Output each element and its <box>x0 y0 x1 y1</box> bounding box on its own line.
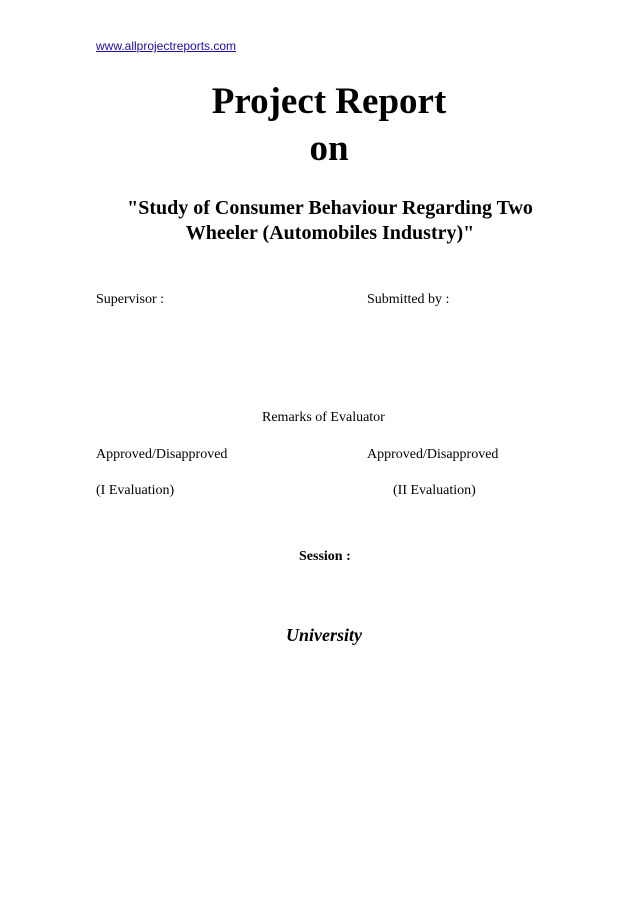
supervisor-label: Supervisor : <box>96 292 165 307</box>
approval-status-first: Approved/Disapproved <box>96 447 228 462</box>
second-evaluation-label: (II Evaluation) <box>393 483 476 498</box>
first-evaluation-label: (I Evaluation) <box>96 483 175 498</box>
report-subject-line-2: Wheeler (Automobiles Industry)" <box>185 222 475 244</box>
approval-status-second: Approved/Disapproved <box>367 447 499 462</box>
remarks-of-evaluator-label: Remarks of Evaluator <box>262 410 385 425</box>
submitted-by-label: Submitted by : <box>367 292 450 307</box>
website-link[interactable]: www.allprojectreports.com <box>96 39 237 53</box>
university-label: University <box>286 625 362 645</box>
report-subject-line-1: "Study of Consumer Behaviour Regarding Two <box>127 197 533 219</box>
report-title: Project Report <box>211 81 447 122</box>
session-label: Session : <box>299 549 351 564</box>
report-title-on: on <box>309 128 349 169</box>
